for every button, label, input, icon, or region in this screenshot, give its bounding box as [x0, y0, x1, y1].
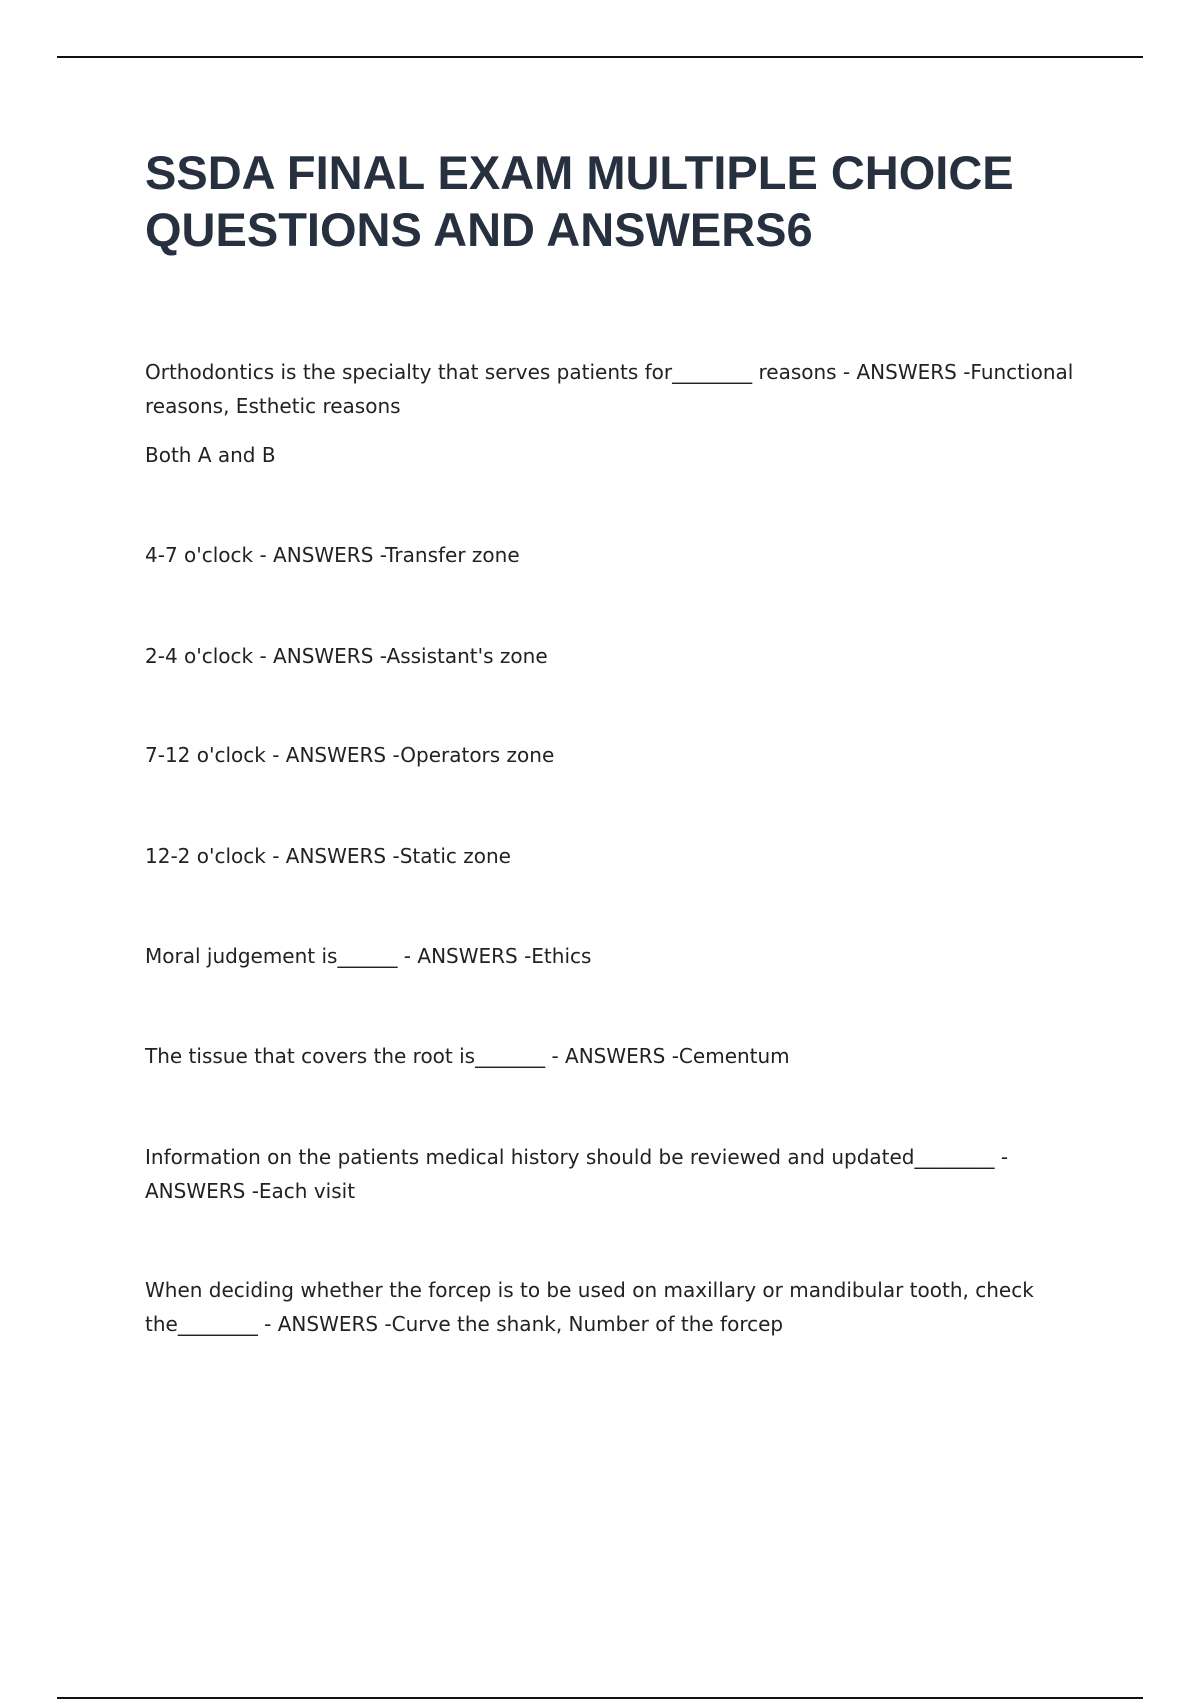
qa-paragraph: Both A and B — [145, 443, 276, 467]
qa-paragraph: Orthodontics is the specialty that serves patients for________ reasons - ANSWERS -Functional reasons, Esthetic reasons — [145, 360, 1074, 418]
qa-paragraph: Information on the patients medical history should be reviewed and updated________ - ANSWERS -Each visit — [145, 1145, 1009, 1203]
qa-paragraph: 12-2 o'clock - ANSWERS -Static zone — [145, 844, 511, 868]
top-divider — [57, 56, 1143, 58]
qa-paragraph: 2-4 o'clock - ANSWERS -Assistant's zone — [145, 644, 548, 668]
qa-paragraph: 4-7 o'clock - ANSWERS -Transfer zone — [145, 543, 520, 567]
qa-paragraph: 7-12 o'clock - ANSWERS -Operators zone — [145, 743, 555, 767]
bottom-divider — [57, 1697, 1143, 1699]
qa-paragraph: Moral judgement is______ - ANSWERS -Ethics — [145, 944, 592, 968]
qa-paragraph: When deciding whether the forcep is to be used on maxillary or mandibular tooth, check the________ - ANSWERS -Curve the shank, Number of the forcep — [145, 1278, 1034, 1336]
qa-paragraph: The tissue that covers the root is_______ - ANSWERS -Cementum — [145, 1044, 790, 1068]
document-title: SSDA FINAL EXAM MULTIPLE CHOICE QUESTIONS AND ANSWERS6 — [145, 146, 1014, 256]
